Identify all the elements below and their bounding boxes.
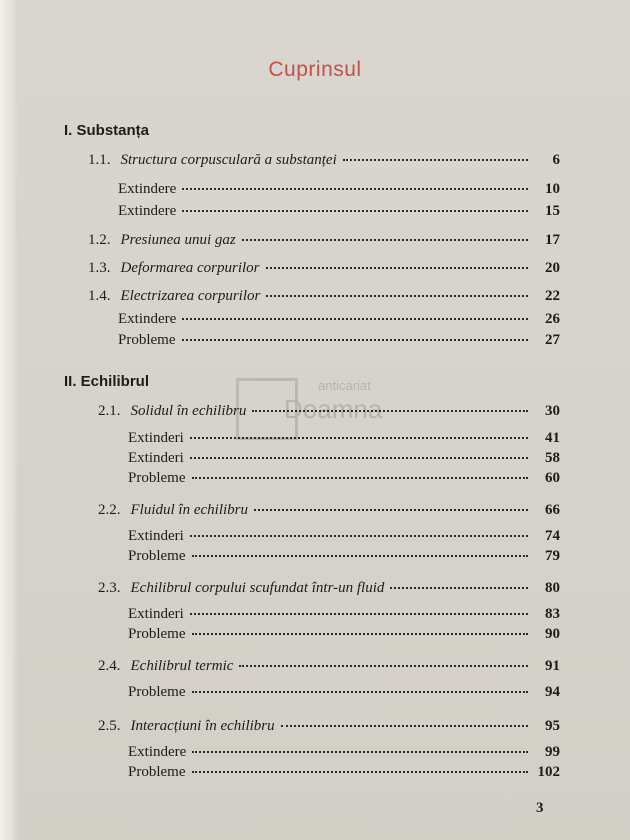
entry-label: Echilibrul corpului scufundat într-un fluid <box>130 580 385 596</box>
dot-leader <box>192 771 529 773</box>
toc-entry <box>128 430 560 450</box>
watermark-line1: anticariat <box>318 378 371 393</box>
toc-entry <box>98 580 560 600</box>
toc-entry <box>128 684 560 704</box>
entry-page: 66 <box>545 502 560 518</box>
dot-leader <box>182 339 529 341</box>
dot-leader <box>266 295 528 297</box>
toc-entry <box>88 152 560 172</box>
toc-entry <box>128 764 560 784</box>
toc-entry <box>98 658 560 678</box>
entry-page: 41 <box>545 430 560 446</box>
entry-number: 2.5. <box>98 718 121 734</box>
entry-page: 83 <box>545 606 560 622</box>
entry-label: Extindere <box>118 181 177 197</box>
entry-page: 27 <box>545 332 560 348</box>
toc-entry <box>98 718 560 738</box>
dot-leader <box>281 725 528 727</box>
entry-label: Extinderi <box>128 450 184 466</box>
entry-page: 99 <box>545 744 560 760</box>
dot-leader <box>192 555 529 557</box>
entry-page: 102 <box>537 764 560 780</box>
entry-page: 60 <box>545 470 560 486</box>
entry-number: 2.4. <box>98 658 121 674</box>
dot-leader <box>182 188 528 190</box>
entry-page: 15 <box>545 203 560 219</box>
toc-entry <box>88 232 560 252</box>
entry-label: Presiunea unui gaz <box>120 232 236 248</box>
dot-leader <box>190 437 528 439</box>
entry-label: Probleme <box>118 332 176 348</box>
toc-entry <box>118 332 560 352</box>
entry-label: Electrizarea corpurilor <box>120 288 261 304</box>
dot-leader <box>192 633 529 635</box>
entry-page: 17 <box>545 232 560 248</box>
entry-page: 6 <box>552 152 560 168</box>
toc-entry <box>118 311 560 331</box>
entry-label: Fluidul în echilibru <box>130 502 248 518</box>
toc-entry <box>98 502 560 522</box>
toc-entry <box>88 260 560 280</box>
entry-number: 2.1. <box>98 403 121 419</box>
section-heading: I. Substanța <box>64 122 150 139</box>
dot-leader <box>390 587 528 589</box>
entry-page: 58 <box>545 450 560 466</box>
entry-label: Deformarea corpurilor <box>120 260 260 276</box>
entry-label: Probleme <box>128 626 186 642</box>
entry-label: Probleme <box>128 470 186 486</box>
page-title: Cuprinsul <box>268 58 362 81</box>
dot-leader <box>242 239 528 241</box>
watermark-line2: Doamna <box>284 394 383 424</box>
entry-number: 1.3. <box>88 260 111 276</box>
entry-number: 1.2. <box>88 232 111 248</box>
entry-label: Extinderi <box>128 528 184 544</box>
dot-leader <box>254 509 528 511</box>
toc-entry <box>88 288 560 308</box>
toc-entry <box>128 450 560 470</box>
dot-leader <box>182 318 528 320</box>
toc-entry <box>98 403 560 423</box>
page-number: 3 <box>536 800 544 816</box>
entry-label: Extindere <box>128 744 187 760</box>
entry-label: Probleme <box>128 684 186 700</box>
entry-label: Echilibrul termic <box>130 658 234 674</box>
toc-entry <box>128 528 560 548</box>
entry-label: Probleme <box>128 548 186 564</box>
toc-entry <box>118 203 560 223</box>
dot-leader <box>192 691 529 693</box>
entry-page: 90 <box>545 626 560 642</box>
toc-entry <box>128 548 560 568</box>
entry-page: 94 <box>545 684 560 700</box>
entry-label: Solidul în echilibru <box>130 403 247 419</box>
toc-entry <box>128 626 560 646</box>
dot-leader <box>192 477 529 479</box>
section-heading: II. Echilibrul <box>64 373 150 390</box>
dot-leader <box>190 535 528 537</box>
toc-entry <box>118 181 560 201</box>
entry-page: 26 <box>545 311 560 327</box>
dot-leader <box>252 410 528 412</box>
dot-leader <box>190 613 528 615</box>
entry-label: Extindere <box>118 311 177 327</box>
dot-leader <box>182 210 528 212</box>
entry-label: Extinderi <box>128 430 184 446</box>
entry-page: 79 <box>545 548 560 564</box>
toc-entry <box>128 470 560 490</box>
entry-page: 10 <box>545 181 560 197</box>
dot-leader <box>192 751 528 753</box>
entry-page: 80 <box>545 580 560 596</box>
entry-number: 2.2. <box>98 502 121 518</box>
entry-number: 1.4. <box>88 288 111 304</box>
entry-label: Interacțiuni în echilibru <box>130 718 275 734</box>
entry-page: 74 <box>545 528 560 544</box>
dot-leader <box>266 267 528 269</box>
entry-number: 1.1. <box>88 152 111 168</box>
dot-leader <box>343 159 528 161</box>
entry-page: 20 <box>545 260 560 276</box>
entry-label: Structura corpusculară a substanței <box>120 152 337 168</box>
dot-leader <box>190 457 528 459</box>
toc-entry <box>128 744 560 764</box>
entry-page: 30 <box>545 403 560 419</box>
entry-number: 2.3. <box>98 580 121 596</box>
entry-page: 95 <box>545 718 560 734</box>
entry-label: Extindere <box>118 203 177 219</box>
entry-label: Extinderi <box>128 606 184 622</box>
toc-entry <box>128 606 560 626</box>
dot-leader <box>239 665 528 667</box>
entry-page: 91 <box>545 658 560 674</box>
entry-page: 22 <box>545 288 560 304</box>
entry-label: Probleme <box>128 764 186 780</box>
